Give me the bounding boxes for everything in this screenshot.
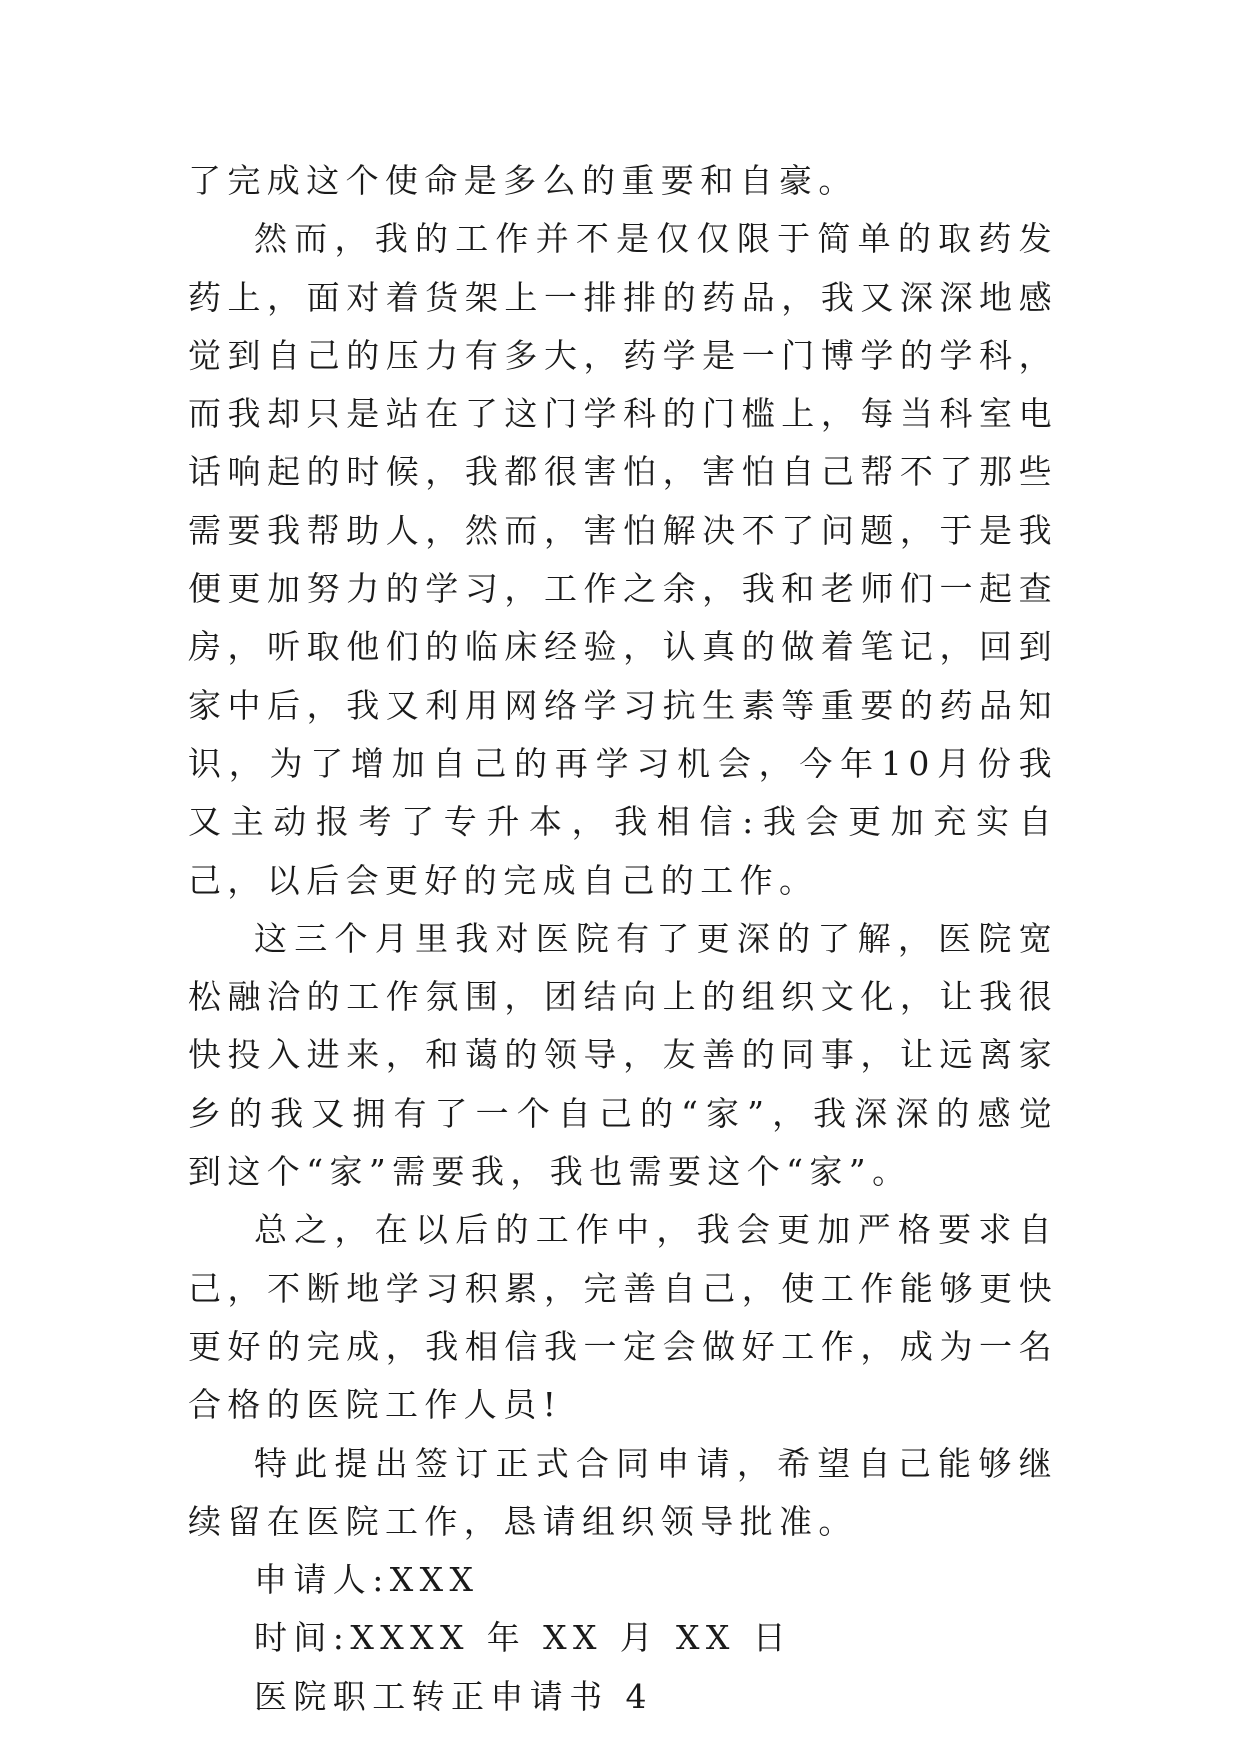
date-line: 时间:XXXX 年 XX 月 XX 日 <box>254 1618 793 1658</box>
document-body <box>188 152 1058 1726</box>
paragraph-conclusion: 总之，在以后的工作中，我会更加严格要求自己，不断地学习积累，完善自己，使工作能够更快更好的完成，我相信我一定会做好工作，成为一名合格的医院工作人员! <box>188 1210 1058 1425</box>
paragraph-work-pressure: 然而，我的工作并不是仅仅限于简单的取药发药上，面对着货架上一排排的药品，我又深深地感觉到自己的压力有多大，药学是一门博学的学科，而我却只是站在了这门学科的门槛上，每当科室电话响起的时候，我都很害怕，害怕自己帮不了那些需要我帮助人，然而，害怕解决不了问题，于是我便更加努力的学习，工作之余，我和老师们一起查房，听取他们的临床经验，认真的做着笔记，回到家中后，我又利用网络学习抗生素等重要的药品知识，为了增加自己的再学习机会，今年10月份我又主动报考了专升本，我相信:我会更加充实自己，以后会更好的完成自己的工作。 <box>188 219 1058 900</box>
paragraph-continuation: 了完成这个使命是多么的重要和自豪。 <box>188 161 858 200</box>
paragraph-hospital-understanding: 这三个月里我对医院有了更深的了解，医院宽松融洽的工作氛围，团结向上的组织文化，让我很快投入进来，和蔼的领导，友善的同事，让远离家乡的我又拥有了一个自己的“家”，我深深的感觉到这个“家”需要我，我也需要这个“家”。 <box>188 918 1058 1192</box>
applicant-line: 申请人:XXX <box>254 1560 480 1600</box>
next-document-heading: 医院职工转正申请书 4 <box>254 1676 653 1716</box>
paragraph-request: 特此提出签订正式合同申请，希望自己能够继续留在医院工作，恳请组织领导批准。 <box>188 1443 1058 1541</box>
